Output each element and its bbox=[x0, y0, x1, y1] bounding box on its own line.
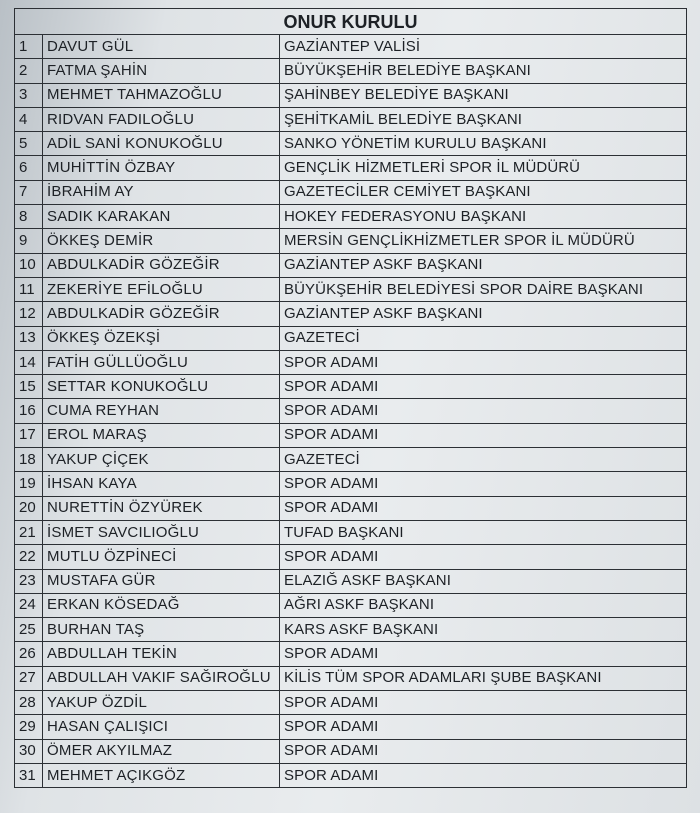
member-title: GENÇLİK HİZMETLERİ SPOR İL MÜDÜRÜ bbox=[280, 156, 687, 180]
row-number: 31 bbox=[15, 763, 43, 787]
member-name: FATMA ŞAHİN bbox=[43, 59, 280, 83]
member-name: HASAN ÇALIŞICI bbox=[43, 715, 280, 739]
member-rows bbox=[15, 35, 687, 788]
member-name: YAKUP ÇİÇEK bbox=[43, 448, 280, 472]
member-name: ÖKKEŞ DEMİR bbox=[43, 229, 280, 253]
member-title: BÜYÜKŞEHİR BELEDİYESİ SPOR DAİRE BAŞKANI bbox=[280, 277, 687, 301]
row-number: 21 bbox=[15, 520, 43, 544]
table-row bbox=[15, 472, 687, 496]
row-number: 6 bbox=[15, 156, 43, 180]
row-number: 29 bbox=[15, 715, 43, 739]
member-title: SPOR ADAMI bbox=[280, 423, 687, 447]
member-name: ADİL SANİ KONUKOĞLU bbox=[43, 132, 280, 156]
row-number: 11 bbox=[15, 277, 43, 301]
row-number: 17 bbox=[15, 423, 43, 447]
row-number: 22 bbox=[15, 545, 43, 569]
table-row bbox=[15, 180, 687, 204]
row-number: 2 bbox=[15, 59, 43, 83]
honor-board-table bbox=[14, 8, 687, 788]
row-number: 27 bbox=[15, 666, 43, 690]
table-row bbox=[15, 448, 687, 472]
member-name: NURETTİN ÖZYÜREK bbox=[43, 496, 280, 520]
table-row bbox=[15, 156, 687, 180]
row-number: 13 bbox=[15, 326, 43, 350]
row-number: 12 bbox=[15, 302, 43, 326]
member-name: SETTAR KONUKOĞLU bbox=[43, 375, 280, 399]
member-name: ABDULLAH TEKİN bbox=[43, 642, 280, 666]
member-title: GAZETECİ bbox=[280, 448, 687, 472]
member-name: MEHMET TAHMAZOĞLU bbox=[43, 83, 280, 107]
member-name: CUMA REYHAN bbox=[43, 399, 280, 423]
member-title: MERSİN GENÇLİKHİZMETLER SPOR İL MÜDÜRÜ bbox=[280, 229, 687, 253]
member-title: HOKEY FEDERASYONU BAŞKANI bbox=[280, 205, 687, 229]
member-title: ELAZIĞ ASKF BAŞKANI bbox=[280, 569, 687, 593]
member-title: KARS ASKF BAŞKANI bbox=[280, 618, 687, 642]
row-number: 8 bbox=[15, 205, 43, 229]
row-number: 1 bbox=[15, 35, 43, 59]
row-number: 7 bbox=[15, 180, 43, 204]
member-title: KİLİS TÜM SPOR ADAMLARI ŞUBE BAŞKANI bbox=[280, 666, 687, 690]
member-title: SPOR ADAMI bbox=[280, 496, 687, 520]
member-name: FATİH GÜLLÜOĞLU bbox=[43, 350, 280, 374]
member-name: ZEKERİYE EFİLOĞLU bbox=[43, 277, 280, 301]
member-title: BÜYÜKŞEHİR BELEDİYE BAŞKANI bbox=[280, 59, 687, 83]
table-row bbox=[15, 666, 687, 690]
member-title: SPOR ADAMI bbox=[280, 715, 687, 739]
table-row bbox=[15, 277, 687, 301]
row-number: 30 bbox=[15, 739, 43, 763]
table-row bbox=[15, 375, 687, 399]
member-name: DAVUT GÜL bbox=[43, 35, 280, 59]
member-name: RIDVAN FADILOĞLU bbox=[43, 107, 280, 131]
table-row bbox=[15, 302, 687, 326]
member-title: SPOR ADAMI bbox=[280, 545, 687, 569]
member-name: İBRAHİM AY bbox=[43, 180, 280, 204]
table-row bbox=[15, 715, 687, 739]
member-name: YAKUP ÖZDİL bbox=[43, 691, 280, 715]
member-name: MUTLU ÖZPİNECİ bbox=[43, 545, 280, 569]
row-number: 24 bbox=[15, 593, 43, 617]
table-row bbox=[15, 253, 687, 277]
table-row bbox=[15, 350, 687, 374]
member-name: MUSTAFA GÜR bbox=[43, 569, 280, 593]
row-number: 14 bbox=[15, 350, 43, 374]
member-name: ÖKKEŞ ÖZEKŞİ bbox=[43, 326, 280, 350]
member-title: SPOR ADAMI bbox=[280, 642, 687, 666]
row-number: 3 bbox=[15, 83, 43, 107]
table-row bbox=[15, 83, 687, 107]
row-number: 28 bbox=[15, 691, 43, 715]
table-row bbox=[15, 132, 687, 156]
row-number: 23 bbox=[15, 569, 43, 593]
row-number: 5 bbox=[15, 132, 43, 156]
row-number: 4 bbox=[15, 107, 43, 131]
row-number: 20 bbox=[15, 496, 43, 520]
member-name: EROL MARAŞ bbox=[43, 423, 280, 447]
member-title: ŞAHİNBEY BELEDİYE BAŞKANI bbox=[280, 83, 687, 107]
table-row bbox=[15, 520, 687, 544]
row-number: 26 bbox=[15, 642, 43, 666]
member-name: ABDULLAH VAKIF SAĞIROĞLU bbox=[43, 666, 280, 690]
member-title: SPOR ADAMI bbox=[280, 399, 687, 423]
member-title: ŞEHİTKAMİL BELEDİYE BAŞKANI bbox=[280, 107, 687, 131]
member-title: GAZETECİLER CEMİYET BAŞKANI bbox=[280, 180, 687, 204]
table-row bbox=[15, 593, 687, 617]
member-name: SADIK KARAKAN bbox=[43, 205, 280, 229]
row-number: 9 bbox=[15, 229, 43, 253]
table-row bbox=[15, 107, 687, 131]
member-name: ABDULKADİR GÖZEĞİR bbox=[43, 253, 280, 277]
member-title: AĞRI ASKF BAŞKANI bbox=[280, 593, 687, 617]
table-row bbox=[15, 423, 687, 447]
member-name: MEHMET AÇIKGÖZ bbox=[43, 763, 280, 787]
member-title: SPOR ADAMI bbox=[280, 472, 687, 496]
table-row bbox=[15, 229, 687, 253]
table-row bbox=[15, 691, 687, 715]
table-row bbox=[15, 618, 687, 642]
table-row bbox=[15, 642, 687, 666]
member-title: GAZETECİ bbox=[280, 326, 687, 350]
row-number: 10 bbox=[15, 253, 43, 277]
member-title: GAZİANTEP VALİSİ bbox=[280, 35, 687, 59]
row-number: 19 bbox=[15, 472, 43, 496]
table-row bbox=[15, 545, 687, 569]
row-number: 16 bbox=[15, 399, 43, 423]
member-name: İHSAN KAYA bbox=[43, 472, 280, 496]
table-header-row bbox=[15, 9, 687, 35]
member-name: ABDULKADİR GÖZEĞİR bbox=[43, 302, 280, 326]
member-name: İSMET SAVCILIOĞLU bbox=[43, 520, 280, 544]
table-row bbox=[15, 739, 687, 763]
table-row bbox=[15, 59, 687, 83]
member-title: GAZİANTEP ASKF BAŞKANI bbox=[280, 253, 687, 277]
member-title: SPOR ADAMI bbox=[280, 739, 687, 763]
member-title: SPOR ADAMI bbox=[280, 763, 687, 787]
member-name: MUHİTTİN ÖZBAY bbox=[43, 156, 280, 180]
table-row bbox=[15, 763, 687, 787]
row-number: 18 bbox=[15, 448, 43, 472]
member-title: GAZİANTEP ASKF BAŞKANI bbox=[280, 302, 687, 326]
member-title: TUFAD BAŞKANI bbox=[280, 520, 687, 544]
table-row bbox=[15, 496, 687, 520]
row-number: 25 bbox=[15, 618, 43, 642]
member-title: SPOR ADAMI bbox=[280, 691, 687, 715]
member-title: SPOR ADAMI bbox=[280, 375, 687, 399]
row-number: 15 bbox=[15, 375, 43, 399]
table-row bbox=[15, 569, 687, 593]
member-name: ERKAN KÖSEDAĞ bbox=[43, 593, 280, 617]
table-title: ONUR KURULU bbox=[15, 9, 687, 35]
table-row bbox=[15, 205, 687, 229]
member-title: SANKO YÖNETİM KURULU BAŞKANI bbox=[280, 132, 687, 156]
member-name: ÖMER AKYILMAZ bbox=[43, 739, 280, 763]
table-row bbox=[15, 35, 687, 59]
table-row bbox=[15, 399, 687, 423]
member-title: SPOR ADAMI bbox=[280, 350, 687, 374]
table-row bbox=[15, 326, 687, 350]
member-name: BURHAN TAŞ bbox=[43, 618, 280, 642]
